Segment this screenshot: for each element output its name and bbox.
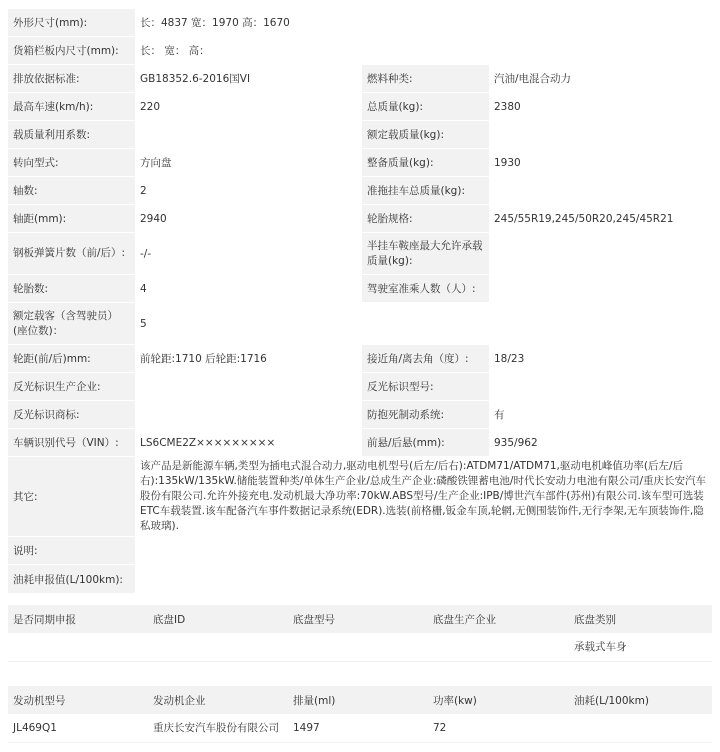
note-value — [135, 537, 712, 565]
engine-cell — [569, 714, 712, 742]
refl-maker-value — [135, 373, 362, 401]
track-value: 前轮距:1710 后轮距:1716 — [135, 345, 362, 373]
curb-value: 1930 — [489, 149, 712, 177]
vin-value: LS6CME2Z××××××××× — [135, 429, 362, 457]
axles-label: 轴数: — [8, 177, 135, 205]
engine-cell: 72 — [428, 714, 569, 742]
spec-row-dims — [8, 9, 712, 37]
springs-value: -/- — [135, 233, 362, 275]
rated-load-label: 额定载质量(kg): — [362, 121, 489, 149]
speed-value: 220 — [135, 93, 362, 121]
fuel-label: 燃料种类: — [362, 65, 489, 93]
note-label: 说明: — [8, 537, 135, 565]
speed-label: 最高车速(km/h): — [8, 93, 135, 121]
tire-count-label: 轮胎数: — [8, 275, 135, 303]
fuel-value: 汽油/电混合动力 — [489, 65, 712, 93]
engine-cell: JL469Q1 — [8, 714, 148, 742]
cab-value — [489, 275, 712, 303]
spec-row-tire-count — [8, 275, 712, 303]
spec-row-speed — [8, 93, 712, 121]
chassis-header-cell: 是否同期申报 — [8, 605, 148, 633]
refl-model-value — [489, 373, 712, 401]
other-label: 其它: — [8, 457, 135, 537]
chassis-header-row — [8, 605, 712, 633]
spec-row-wheelbase — [8, 205, 712, 233]
steering-label: 转向型式: — [8, 149, 135, 177]
dims-value: 长：4837 宽：1970 高：1670 — [135, 9, 712, 37]
emission-label: 排放依据标准: — [8, 65, 135, 93]
chassis-header-cell: 底盘类别 — [569, 605, 712, 633]
engine-header-cell: 功率(kw) — [428, 686, 569, 714]
trailer-label: 准拖挂车总质量(kg): — [362, 177, 489, 205]
chassis-header-cell: 底盘ID — [148, 605, 288, 633]
saddle-label: 半挂车鞍座最大允许承载质量(kg): — [362, 233, 489, 275]
spec-row-steering — [8, 149, 712, 177]
chassis-table — [8, 605, 712, 662]
engine-cell: 重庆长安汽车股份有限公司 — [148, 714, 288, 742]
rated-load-value — [489, 121, 712, 149]
spec-row-track — [8, 345, 712, 373]
dims-label: 外形尺寸(mm): — [8, 9, 135, 37]
fuel-cons-label: 油耗申报值(L/100km): — [8, 565, 135, 594]
engine-cell: 1497 — [288, 714, 428, 742]
overhang-value: 935/962 — [489, 429, 712, 457]
load-util-value — [135, 121, 362, 149]
spec-row-emission — [8, 65, 712, 93]
spec-row-springs — [8, 233, 712, 275]
load-util-label: 载质量利用系数: — [8, 121, 135, 149]
spec-row-other — [8, 457, 712, 537]
total-mass-value: 2380 — [489, 93, 712, 121]
vin-label: 车辆识别代号（VIN）: — [8, 429, 135, 457]
abs-value: 有 — [489, 401, 712, 429]
refl-brand-value — [135, 401, 362, 429]
spec-row-load — [8, 121, 712, 149]
overhang-label: 前悬/后悬(mm): — [362, 429, 489, 457]
chassis-cell — [428, 633, 569, 661]
engine-header-cell: 发动机企业 — [148, 686, 288, 714]
engine-header-cell: 油耗(L/100km) — [569, 686, 712, 714]
engine-header-cell: 排量(ml) — [288, 686, 428, 714]
tire-count-value: 4 — [135, 275, 362, 303]
abs-label: 防抱死制动系统: — [362, 401, 489, 429]
spec-row-seats — [8, 303, 712, 345]
vehicle-spec-table — [8, 8, 712, 594]
wheelbase-value: 2940 — [135, 205, 362, 233]
tires-label: 轮胎规格: — [362, 205, 489, 233]
angle-value: 18/23 — [489, 345, 712, 373]
cargo-label: 货箱栏板内尺寸(mm): — [8, 37, 135, 65]
other-value: 该产品是新能源车辆,类型为插电式混合动力,驱动电机型号(后左/后右):ATDM71/ATDM71,驱动电机峰值功率(后左/后右):135kW/135kW.储能装置种类/单体生产企业/总成生产企业:磷酸铁锂蓄电池/时代长安动力电池有限公司/重庆长安汽车股份有限公司.允许外接充电.发动机最大净功率:70kW.ABS型号/生产企业:IPB/博世汽车部件(苏州)有限公司.该车型可选装ETC车载装置.该车配备汽车事件数据记录系统(EDR).选装(前格栅,钣金车顶,轮辋,无侧围装饰件,无行李架,无车顶装饰件,隐私玻璃). — [135, 457, 712, 537]
chassis-cell — [8, 633, 148, 661]
emission-value: GB18352.6-2016国VI — [135, 65, 362, 93]
engine-header-cell: 发动机型号 — [8, 686, 148, 714]
steering-value: 方向盘 — [135, 149, 362, 177]
wheelbase-label: 轴距(mm): — [8, 205, 135, 233]
refl-maker-label: 反光标识生产企业: — [8, 373, 135, 401]
chassis-header-cell: 底盘型号 — [288, 605, 428, 633]
chassis-cell: 承载式车身 — [569, 633, 712, 661]
spec-row-fuel-cons — [8, 565, 712, 594]
track-label: 轮距(前/后)mm: — [8, 345, 135, 373]
chassis-cell — [148, 633, 288, 661]
cargo-value: 长： 宽： 高： — [135, 37, 712, 65]
chassis-header-cell: 底盘生产企业 — [428, 605, 569, 633]
total-mass-label: 总质量(kg): — [362, 93, 489, 121]
spec-row-note — [8, 537, 712, 565]
saddle-value — [489, 233, 712, 275]
seats-value: 5 — [135, 303, 712, 345]
spec-row-cargo — [8, 37, 712, 65]
engine-header-row — [8, 686, 712, 714]
angle-label: 接近角/离去角（度）: — [362, 345, 489, 373]
cab-label: 驾驶室准乘人数（人）: — [362, 275, 489, 303]
engine-data-row — [8, 714, 712, 742]
refl-brand-label: 反光标识商标: — [8, 401, 135, 429]
axles-value: 2 — [135, 177, 362, 205]
spec-row-axles — [8, 177, 712, 205]
chassis-cell — [288, 633, 428, 661]
chassis-data-row — [8, 633, 712, 661]
spec-row-refl-brand — [8, 401, 712, 429]
springs-label: 钢板弹簧片数（前/后）: — [8, 233, 135, 275]
refl-model-label: 反光标识型号: — [362, 373, 489, 401]
spec-row-vin — [8, 429, 712, 457]
tires-value: 245/55R19,245/50R20,245/45R21 — [489, 205, 712, 233]
trailer-value — [489, 177, 712, 205]
engine-table — [8, 686, 712, 743]
spec-row-refl-maker — [8, 373, 712, 401]
curb-label: 整备质量(kg): — [362, 149, 489, 177]
seats-label: 额定载客（含驾驶员）(座位数)： — [8, 303, 135, 345]
fuel-cons-value — [135, 565, 712, 594]
